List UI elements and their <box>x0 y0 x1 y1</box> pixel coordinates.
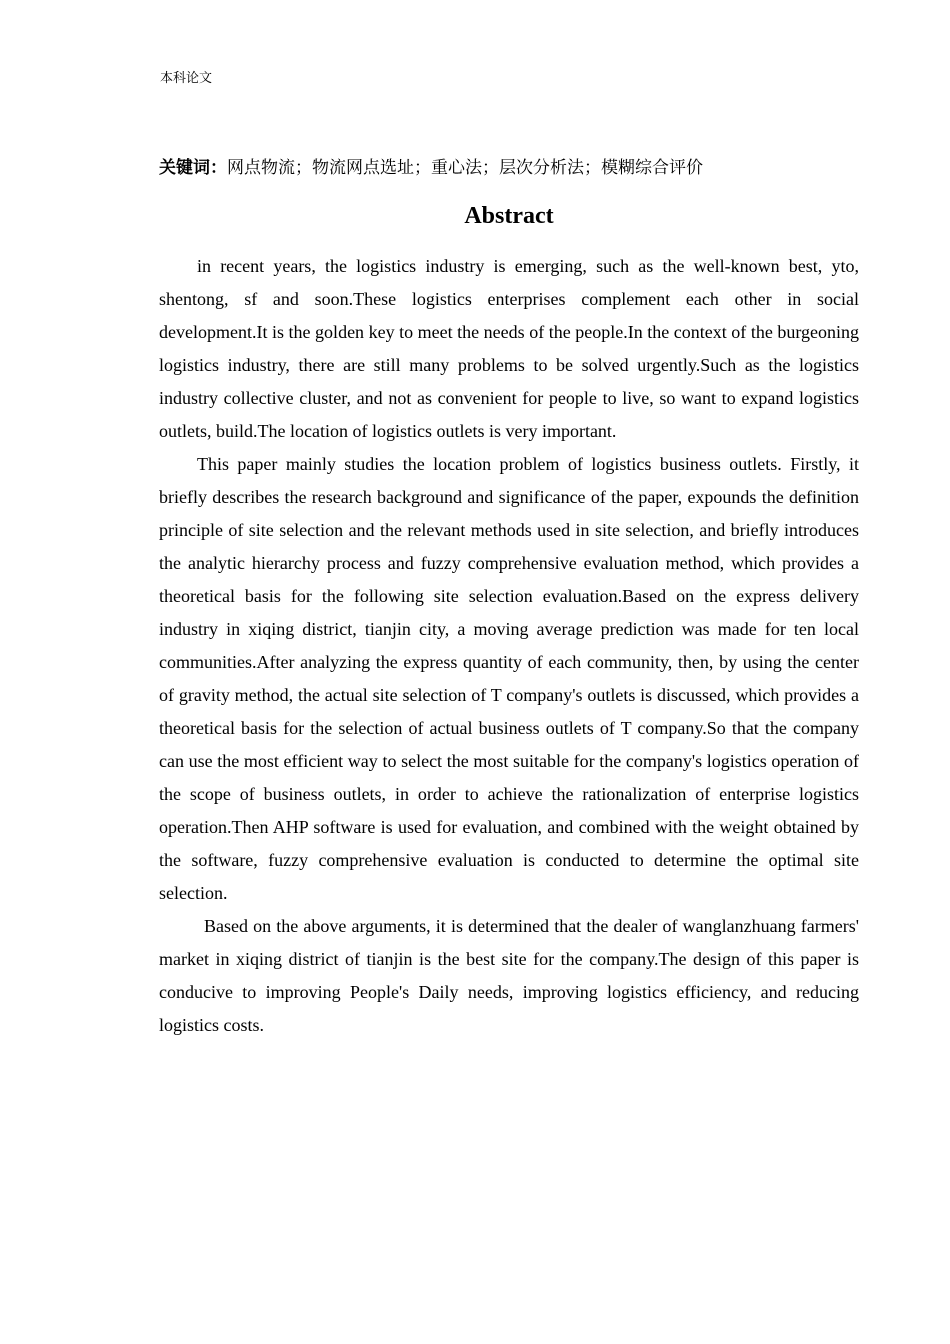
abstract-paragraph-3: Based on the above arguments, it is determined that the dealer of wanglanzhuang farmers' market in xiqing district of tianjin is the best site for the company.The design of this paper is conducive to improving People's Daily needs, improving logistics efficiency, and reducing logistics costs. <box>159 916 859 1035</box>
abstract-paragraph-1: in recent years, the logistics industry is emerging, such as the well-known best, yto, shentong, sf and soon.These logistics enterprises complement each other in social development.It is the golden key to meet the needs of the people.In the context of the burgeoning logistics industry, there are still many problems to be solved urgently.Such as the logistics industry collective cluster, and not as convenient for people to live, so want to expand logistics outlets, build.The location of logistics outlets is very important. <box>159 256 859 441</box>
keywords-label: 关键词： <box>159 158 227 178</box>
abstract-paragraph-2: This paper mainly studies the location problem of logistics business outlets. Firstly, it briefly describes the research background and significance of the paper, expounds the definition principle of site selection and the relevant methods used in site selection, and briefly introduces the analytic hierarchy process and fuzzy comprehensive evaluation method, which provides a theoretical basis for the following site selection evaluation.Based on the express delivery industry in xiqing district, tianjin city, a moving average prediction was made for ten local communities.After analyzing the express quantity of each community, then, by using the center of gravity method, the actual site selection of T company's outlets is discussed, which provides a theoretical basis for the selection of actual business outlets of T company.So that the company can use the most efficient way to select the most suitable for the company's logistics operation of the scope of business outlets, in order to achieve the rationalization of enterprise logistics operation.Then AHP software is used for evaluation, and combined with the weight obtained by the software, fuzzy comprehensive evaluation is conducted to determine the optimal site selection. <box>159 454 859 903</box>
running-header: 本科论文 <box>160 71 213 86</box>
keywords-text: 网点物流；物流网点选址；重心法；层次分析法；模糊综合评价 <box>227 158 703 178</box>
keywords-line <box>159 156 859 180</box>
abstract-title: Abstract <box>464 203 554 229</box>
abstract-body <box>159 250 859 1042</box>
